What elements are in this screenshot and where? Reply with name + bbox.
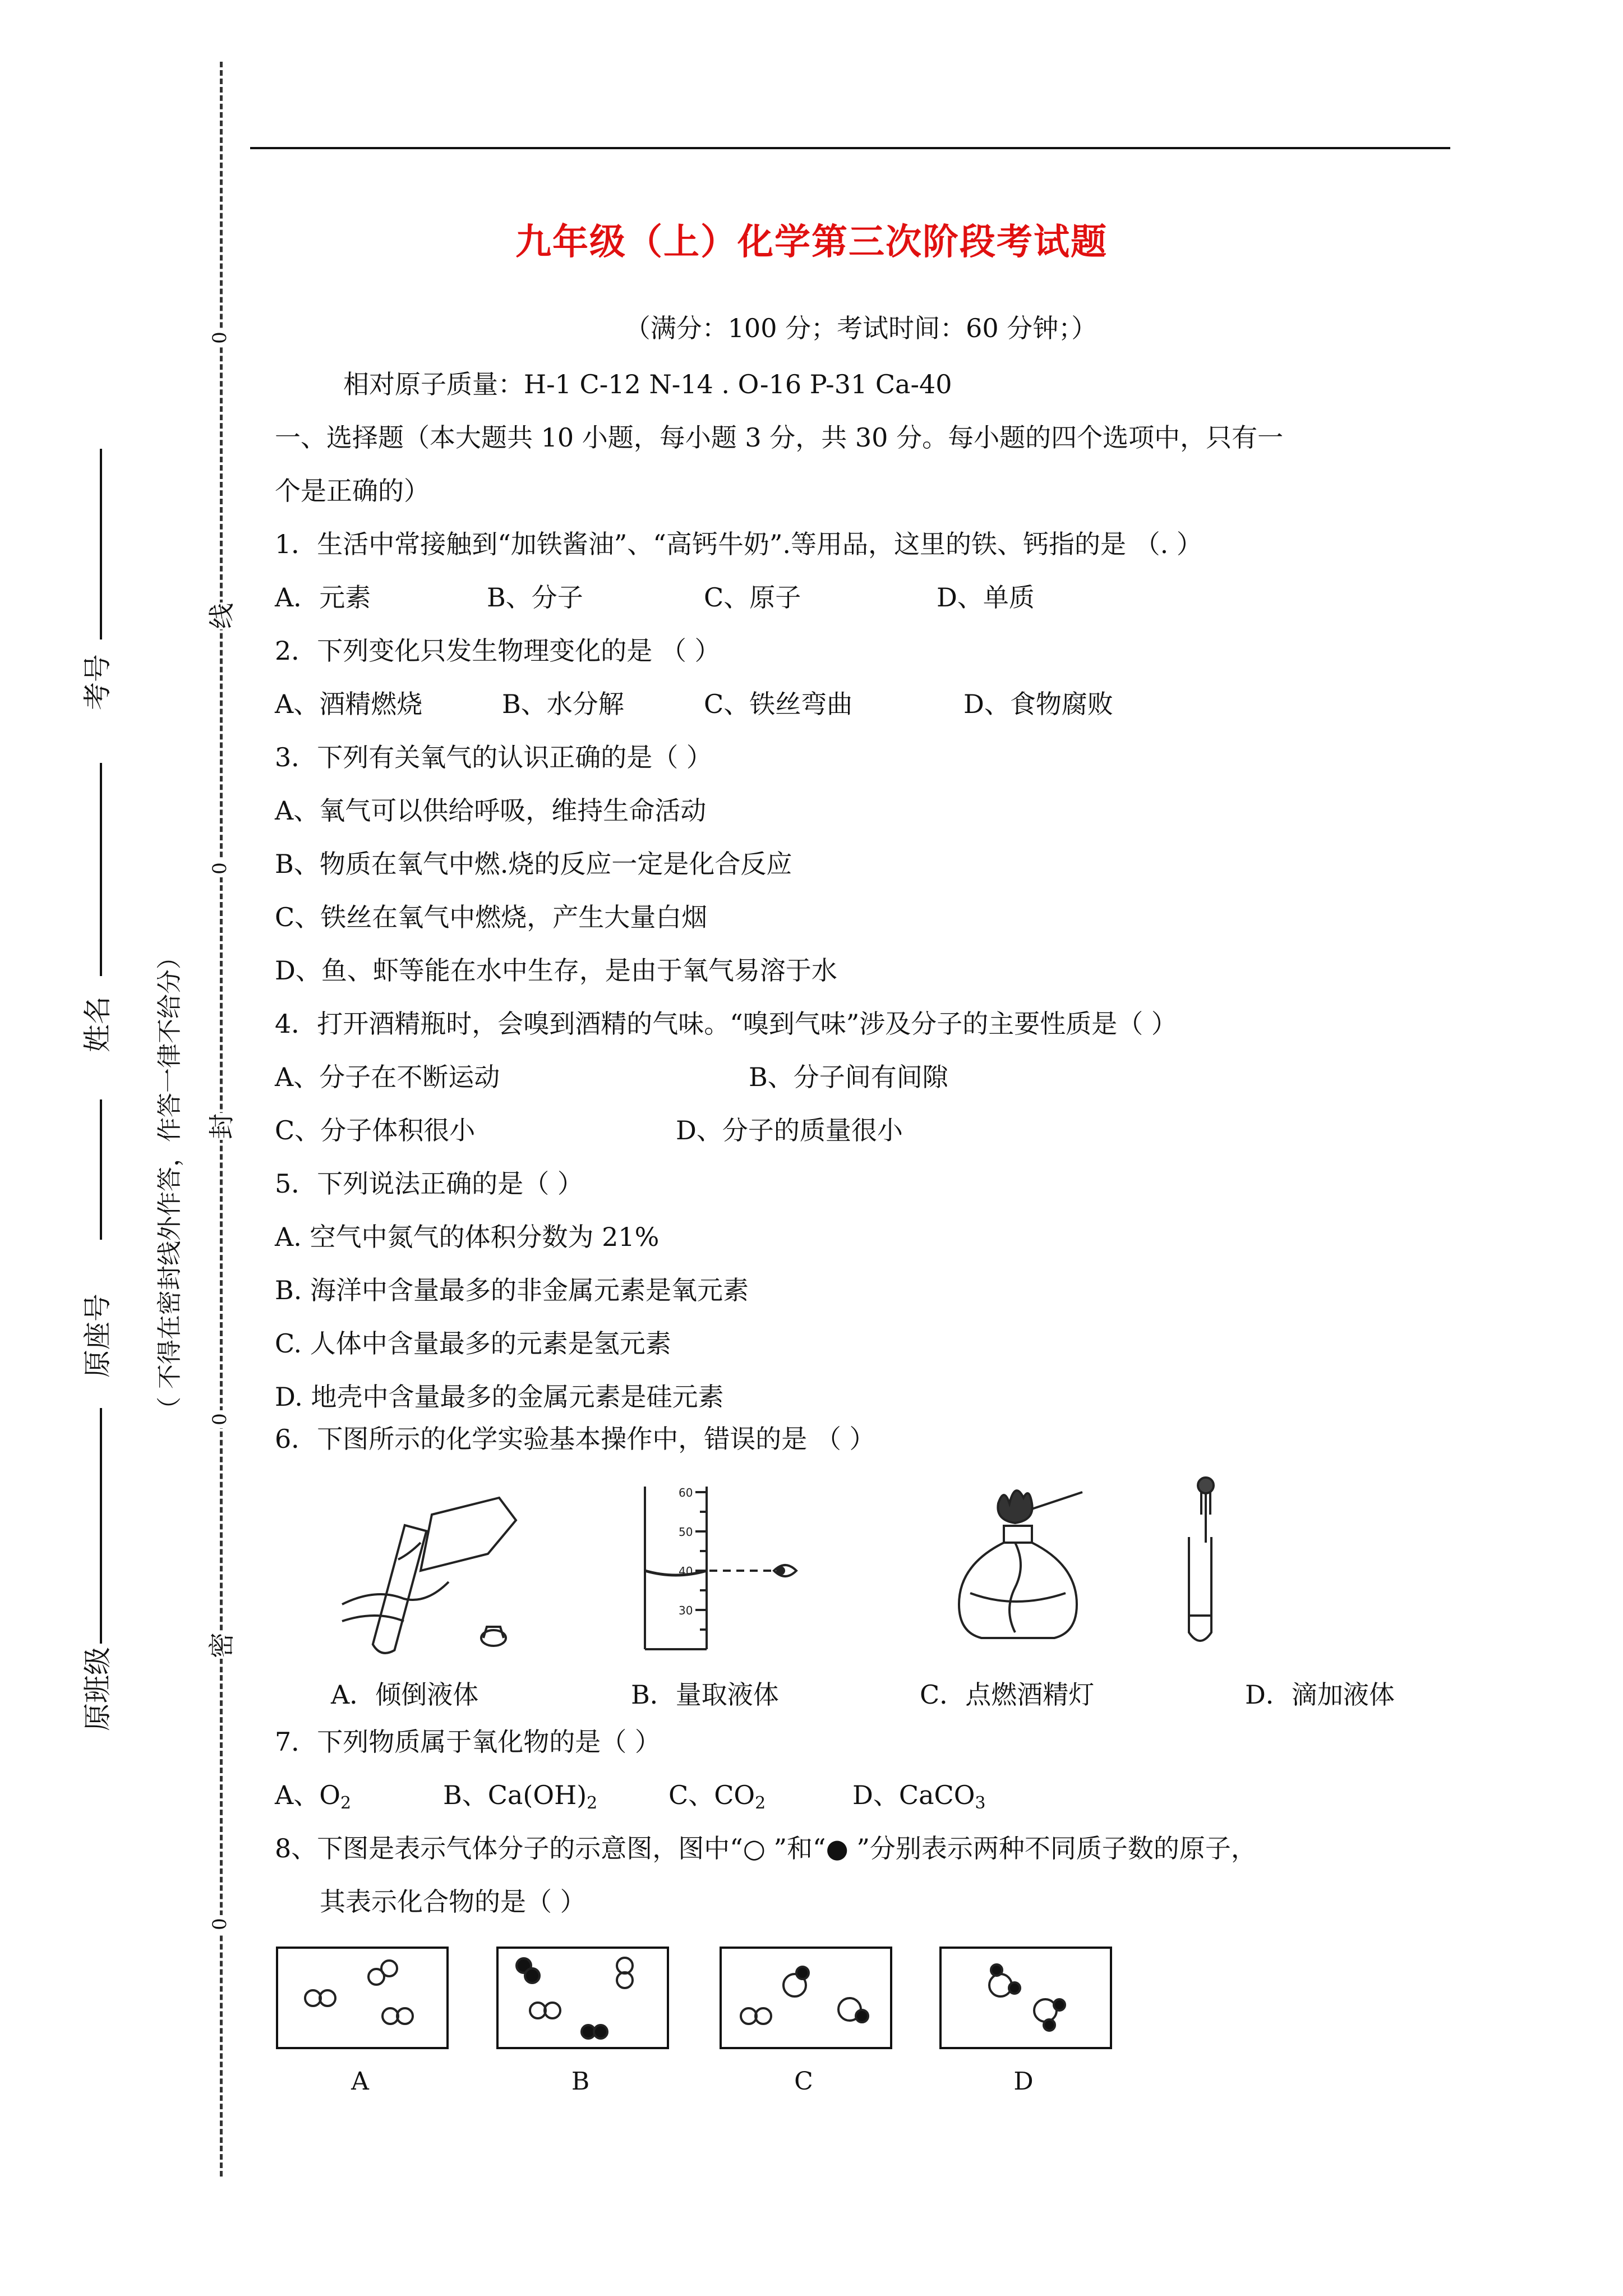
cylinder-tick-60: 60 [679, 1486, 693, 1499]
q2-option-a: A、酒精燃烧 [275, 689, 423, 719]
question-4: 4．打开酒精瓶时，会嗅到酒精的气味。“嗅到气味”涉及分子的主要性质是（ ） [275, 1009, 1177, 1039]
atomic-mass: 相对原子质量：H-1 C-12 N-14 . O-16 P-31 Ca-40 [343, 369, 952, 399]
q2-option-d: D、食物腐败 [963, 689, 1113, 719]
q8-label-a: A [351, 2067, 369, 2096]
q1-option-c: C、原子 [704, 582, 801, 613]
q2-option-b: B、水分解 [502, 689, 624, 719]
question-1: 1．生活中常接触到“加铁酱油”、“高钙牛奶”.等用品，这里的铁、钙指的是 （. ） [275, 529, 1202, 559]
field-label-name: 姓名 [81, 996, 114, 1052]
q8-label-b: B [571, 2067, 590, 2096]
field-line-exam-number [100, 449, 102, 639]
q5-option-d: D. 地壳中含量最多的金属元素是硅元素 [275, 1382, 724, 1412]
page-title: 九年级（上）化学第三次阶段考试题 [515, 221, 1108, 263]
score-info: （满分：100 分；考试时间：60 分钟；） [624, 313, 1098, 343]
header-rule [250, 147, 1450, 149]
seal-char-feng: 封 [201, 1113, 238, 1140]
field-label-class: 原班级 [81, 1647, 114, 1731]
q3-option-c: C、铁丝在氧气中燃烧，产生大量白烟 [275, 902, 708, 932]
q4-option-d: D、分子的质量很小 [676, 1115, 903, 1145]
field-line-name [100, 763, 102, 976]
seal-notice: （ 不得在密封线外作答，作答一律不给分） [155, 945, 184, 1421]
q6-figure-b-label: B．量取液体 [631, 1680, 779, 1710]
seal-mark-0: 0 [209, 1410, 231, 1428]
question-3: 3．下列有关氧气的认识正确的是（ ） [275, 742, 712, 772]
cylinder-tick-30: 30 [679, 1604, 693, 1617]
q7-option-a-text: A、O [275, 1780, 340, 1810]
q1-option-a: A．元素 [275, 582, 371, 613]
field-line-class [100, 1408, 102, 1644]
seal-mark-0: 0 [209, 329, 231, 347]
q8-label-d: D [1013, 2067, 1034, 2096]
field-label-seat: 原座号 [81, 1294, 114, 1378]
q8-box-a [276, 1947, 449, 2049]
cylinder-tick-40: 40 [679, 1565, 693, 1578]
q4-option-b: B、分子间有间隙 [749, 1062, 948, 1092]
q7-option-b-sub: 2 [587, 1793, 598, 1813]
question-2: 2．下列变化只发生物理变化的是 （ ） [275, 636, 721, 666]
seal-mark-0: 0 [209, 1915, 231, 1933]
q3-option-b: B、物质在氧气中燃.烧的反应一定是化合反应 [275, 849, 792, 879]
question-5: 5．下列说法正确的是（ ） [275, 1168, 583, 1199]
seal-mark-0: 0 [209, 859, 231, 877]
q7-option-b-text: B、Ca(OH) [443, 1780, 587, 1810]
q7-option-a [275, 1778, 351, 1820]
q7-option-b [443, 1778, 597, 1820]
field-line-seat [100, 1099, 102, 1240]
q1-option-d: D、单质 [937, 582, 1035, 613]
question-6: 6．下图所示的化学实验基本操作中，错误的是 （ ） [275, 1424, 875, 1454]
q3-option-a: A、氧气可以供给呼吸，维持生命活动 [275, 795, 707, 826]
q5-option-a: A. 空气中氮气的体积分数为 21% [275, 1222, 660, 1252]
q5-option-b: B. 海洋中含量最多的非金属元素是氧元素 [275, 1275, 749, 1305]
q6-figure-d-label: D．滴加液体 [1245, 1680, 1395, 1710]
q6-figure-a-label: A．倾倒液体 [331, 1680, 479, 1710]
seal-char-xian: 线 [201, 602, 238, 629]
question-7: 7．下列物质属于氧化物的是（ ） [275, 1727, 661, 1757]
q4-option-a: A、分子在不断运动 [275, 1062, 500, 1092]
q2-option-c: C、铁丝弯曲 [704, 689, 853, 719]
q8-box-c [720, 1947, 892, 2049]
q1-option-b: B、分子 [487, 582, 583, 613]
q7-option-d-sub: 3 [975, 1793, 986, 1813]
q5-option-c: C. 人体中含量最多的元素是氢元素 [275, 1328, 671, 1359]
q7-option-c-text: C、CO [668, 1780, 755, 1810]
q4-option-c: C、分子体积很小 [275, 1115, 476, 1145]
q7-option-d [852, 1778, 986, 1820]
q6-figure-c-label: C．点燃酒精灯 [920, 1680, 1095, 1710]
q7-option-d-text: D、CaCO [852, 1780, 975, 1810]
dropper-figure [1166, 1475, 1234, 1655]
field-label-exam-number: 考号 [81, 654, 114, 710]
alcohol-lamp-figure [948, 1481, 1116, 1660]
graduated-cylinder-figure [634, 1481, 813, 1660]
q8-box-b [496, 1947, 669, 2049]
q8-label-c: C [794, 2067, 813, 2096]
q8-box-d [939, 1947, 1112, 2049]
section-heading: 一、选择题（本大题共 10 小题，每小题 3 分，共 30 分。每小题的四个选项中，只有一 [275, 422, 1284, 453]
question-8-cont: 其表示化合物的是（ ） [320, 1887, 586, 1917]
q7-option-a-sub: 2 [340, 1793, 352, 1813]
q7-option-c-sub: 2 [755, 1793, 766, 1813]
seal-char-mi: 密 [201, 1632, 238, 1659]
q3-option-d: D、鱼、虾等能在水中生存，是由于氧气易溶于水 [275, 955, 837, 986]
question-8: 8、下图是表示气体分子的示意图，图中“○ ”和“● ”分别表示两种不同质子数的原子， [275, 1833, 1257, 1864]
cylinder-tick-50: 50 [679, 1525, 693, 1539]
section-heading-cont: 个是正确的） [275, 476, 430, 506]
pouring-liquid-figure [331, 1481, 522, 1660]
q7-option-c [668, 1778, 766, 1820]
